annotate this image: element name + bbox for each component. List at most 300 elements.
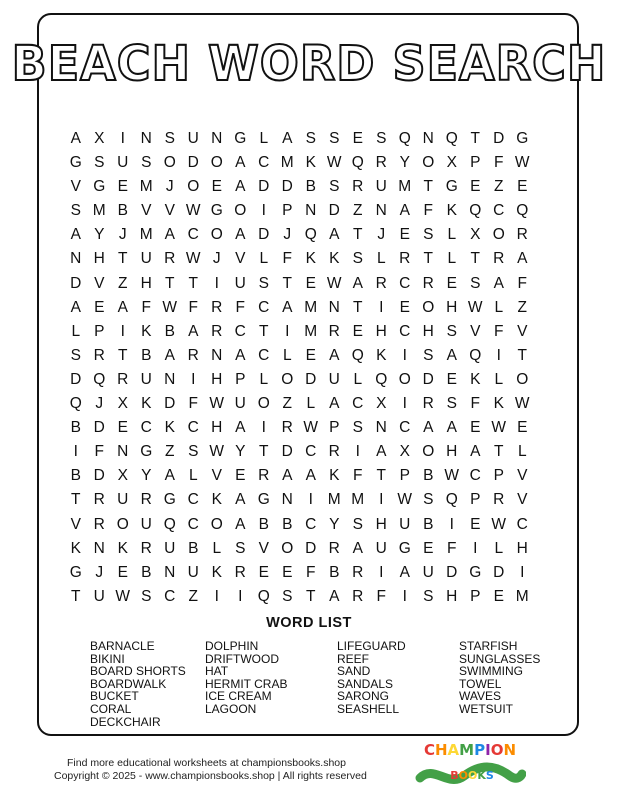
grid-letter[interactable]: M (280, 154, 294, 172)
grid-letter[interactable]: N (211, 346, 223, 364)
grid-letter[interactable]: A (352, 539, 363, 557)
grid-letter[interactable]: K (164, 419, 175, 437)
grid-letter[interactable]: H (516, 539, 528, 557)
grid-letter[interactable]: A (352, 274, 363, 292)
grid-letter[interactable]: R (93, 346, 105, 364)
grid-letter[interactable]: Z (282, 395, 292, 413)
grid-letter[interactable]: C (399, 419, 411, 437)
grid-letter[interactable]: A (470, 443, 481, 461)
grid-letter[interactable]: R (352, 563, 364, 581)
grid-letter[interactable]: G (140, 443, 153, 461)
grid-letter[interactable]: G (210, 202, 223, 220)
grid-letter[interactable]: E (352, 322, 363, 340)
grid-letter[interactable]: H (211, 370, 223, 388)
grid-letter[interactable]: N (93, 539, 105, 557)
grid-letter[interactable]: J (118, 226, 127, 244)
grid-letter[interactable]: W (185, 202, 201, 220)
grid-letter[interactable]: T (282, 274, 292, 292)
grid-letter[interactable]: L (212, 539, 222, 557)
grid-letter[interactable]: X (117, 395, 128, 413)
grid-letter[interactable]: K (211, 563, 222, 581)
grid-letter[interactable]: J (95, 563, 104, 581)
grid-letter[interactable]: E (470, 515, 481, 533)
grid-letter[interactable]: E (305, 274, 316, 292)
grid-letter[interactable]: H (93, 250, 105, 268)
grid-letter[interactable]: I (402, 346, 407, 364)
grid-letter[interactable]: A (235, 419, 246, 437)
grid-letter[interactable]: M (304, 322, 318, 340)
grid-letter[interactable]: L (71, 322, 81, 340)
grid-letter[interactable]: W (397, 491, 413, 509)
grid-letter[interactable]: M (398, 178, 412, 196)
grid-letter[interactable]: Q (469, 202, 482, 220)
grid-letter[interactable]: S (141, 154, 152, 172)
grid-letter[interactable]: O (422, 154, 435, 172)
grid-letter[interactable]: H (446, 587, 458, 605)
grid-letter[interactable]: W (514, 395, 530, 413)
grid-letter[interactable]: A (70, 130, 81, 147)
grid-letter[interactable]: S (70, 202, 81, 220)
grid-letter[interactable]: H (375, 322, 387, 340)
grid-letter[interactable]: D (93, 467, 105, 485)
grid-letter[interactable]: X (470, 226, 481, 244)
grid-letter[interactable]: S (376, 130, 387, 147)
grid-letter[interactable]: C (187, 515, 199, 533)
grid-letter[interactable]: K (305, 250, 316, 268)
grid-letter[interactable]: A (235, 346, 246, 364)
grid-letter[interactable]: A (329, 226, 340, 244)
grid-letter[interactable]: Q (257, 587, 270, 605)
grid-letter[interactable]: L (306, 395, 316, 413)
grid-letter[interactable]: B (329, 563, 340, 581)
grid-letter[interactable]: Z (353, 202, 363, 220)
grid-letter[interactable]: A (235, 226, 246, 244)
grid-letter[interactable]: O (398, 370, 411, 388)
grid-letter[interactable]: N (305, 202, 317, 220)
grid-letter[interactable]: K (446, 202, 457, 220)
grid-letter[interactable]: D (164, 395, 176, 413)
grid-letter[interactable]: C (164, 587, 176, 605)
grid-letter[interactable]: L (259, 370, 269, 388)
grid-letter[interactable]: F (470, 395, 480, 413)
grid-letter[interactable]: T (118, 250, 128, 268)
grid-letter[interactable]: I (496, 346, 501, 364)
grid-letter[interactable]: E (211, 178, 222, 196)
grid-letter[interactable]: C (305, 515, 317, 533)
grid-letter[interactable]: A (188, 322, 199, 340)
grid-letter[interactable]: N (164, 370, 176, 388)
grid-letter[interactable]: L (447, 226, 457, 244)
grid-letter[interactable]: R (328, 443, 340, 461)
grid-letter[interactable]: R (93, 491, 105, 509)
grid-letter[interactable]: I (73, 443, 78, 461)
grid-letter[interactable]: X (399, 443, 410, 461)
grid-letter[interactable]: K (211, 491, 222, 509)
grid-letter[interactable]: U (234, 395, 246, 413)
grid-letter[interactable]: T (71, 587, 81, 605)
grid-letter[interactable]: S (423, 587, 434, 605)
grid-letter[interactable]: F (188, 298, 198, 316)
grid-letter[interactable]: W (115, 587, 131, 605)
grid-letter[interactable]: C (305, 443, 317, 461)
grid-letter[interactable]: R (211, 322, 223, 340)
grid-letter[interactable]: C (352, 395, 364, 413)
grid-letter[interactable]: K (470, 370, 481, 388)
grid-letter[interactable]: U (375, 178, 387, 196)
grid-letter[interactable]: S (352, 419, 363, 437)
grid-letter[interactable]: O (422, 298, 435, 316)
grid-letter[interactable]: C (258, 346, 270, 364)
grid-letter[interactable]: G (69, 563, 82, 581)
grid-letter[interactable]: R (140, 539, 152, 557)
grid-letter[interactable]: E (517, 178, 528, 196)
grid-letter[interactable]: O (422, 443, 435, 461)
grid-letter[interactable]: T (494, 443, 504, 461)
grid-letter[interactable]: T (353, 226, 363, 244)
grid-letter[interactable]: U (187, 130, 199, 147)
grid-letter[interactable]: D (70, 274, 82, 292)
grid-letter[interactable]: A (376, 443, 387, 461)
grid-letter[interactable]: V (517, 467, 528, 485)
grid-letter[interactable]: I (214, 274, 219, 292)
grid-letter[interactable]: C (399, 274, 411, 292)
grid-letter[interactable]: M (92, 202, 106, 220)
grid-letter[interactable]: M (139, 226, 153, 244)
grid-letter[interactable]: S (70, 346, 81, 364)
grid-letter[interactable]: F (494, 322, 504, 340)
grid-letter[interactable]: L (188, 467, 198, 485)
grid-letter[interactable]: R (516, 226, 528, 244)
grid-letter[interactable]: R (117, 370, 129, 388)
grid-letter[interactable]: R (493, 250, 505, 268)
grid-letter[interactable]: C (516, 515, 528, 533)
grid-letter[interactable]: V (517, 322, 528, 340)
grid-letter[interactable]: N (140, 130, 152, 147)
grid-letter[interactable]: B (282, 515, 293, 533)
grid-letter[interactable]: S (258, 274, 269, 292)
grid-letter[interactable]: U (140, 250, 152, 268)
grid-letter[interactable]: N (117, 443, 129, 461)
grid-letter[interactable]: Z (165, 443, 175, 461)
grid-letter[interactable]: O (257, 395, 270, 413)
grid-letter[interactable]: U (234, 274, 246, 292)
grid-letter[interactable]: Q (445, 130, 458, 147)
grid-letter[interactable]: F (235, 298, 245, 316)
grid-letter[interactable]: O (187, 178, 200, 196)
grid-letter[interactable]: Q (398, 130, 411, 147)
grid-letter[interactable]: D (281, 178, 293, 196)
grid-letter[interactable]: W (467, 298, 483, 316)
grid-letter[interactable]: O (163, 154, 176, 172)
grid-letter[interactable]: W (303, 419, 319, 437)
grid-letter[interactable]: F (517, 274, 527, 292)
grid-letter[interactable]: S (188, 443, 199, 461)
grid-letter[interactable]: E (493, 587, 504, 605)
grid-letter[interactable]: W (326, 274, 342, 292)
grid-letter[interactable]: I (308, 491, 313, 509)
grid-letter[interactable]: A (399, 563, 410, 581)
grid-letter[interactable]: H (422, 322, 434, 340)
grid-letter[interactable]: C (187, 491, 199, 509)
grid-letter[interactable]: E (94, 298, 105, 316)
grid-letter[interactable]: S (470, 274, 481, 292)
grid-letter[interactable]: P (470, 587, 481, 605)
grid-letter[interactable]: A (517, 250, 528, 268)
grid-letter[interactable]: A (164, 346, 175, 364)
grid-letter[interactable]: R (164, 250, 176, 268)
grid-letter[interactable]: N (281, 491, 293, 509)
grid-letter[interactable]: P (235, 370, 246, 388)
grid-letter[interactable]: Z (188, 587, 198, 605)
grid-letter[interactable]: G (234, 130, 247, 147)
grid-letter[interactable]: A (329, 395, 340, 413)
grid-letter[interactable]: A (164, 226, 175, 244)
grid-letter[interactable]: A (282, 298, 293, 316)
grid-letter[interactable]: W (444, 467, 460, 485)
grid-letter[interactable]: M (327, 491, 341, 509)
grid-letter[interactable]: T (259, 322, 269, 340)
grid-letter[interactable]: I (449, 515, 454, 533)
grid-letter[interactable]: A (282, 467, 293, 485)
grid-letter[interactable]: W (326, 154, 342, 172)
grid-letter[interactable]: V (258, 539, 269, 557)
grid-letter[interactable]: R (93, 515, 105, 533)
grid-letter[interactable]: C (140, 419, 152, 437)
grid-letter[interactable]: U (328, 370, 340, 388)
grid-letter[interactable]: C (258, 154, 270, 172)
grid-letter[interactable]: W (162, 298, 178, 316)
grid-letter[interactable]: P (470, 154, 481, 172)
grid-letter[interactable]: K (329, 467, 340, 485)
grid-letter[interactable]: F (141, 298, 151, 316)
grid-letter[interactable]: T (376, 467, 386, 485)
grid-letter[interactable]: X (94, 130, 105, 147)
grid-letter[interactable]: D (305, 539, 317, 557)
grid-letter[interactable]: C (258, 298, 270, 316)
grid-letter[interactable]: V (70, 515, 81, 533)
grid-letter[interactable]: E (446, 370, 457, 388)
grid-letter[interactable]: S (164, 130, 175, 147)
grid-letter[interactable]: C (493, 202, 505, 220)
grid-letter[interactable]: U (140, 515, 152, 533)
grid-letter[interactable]: A (399, 202, 410, 220)
grid-letter[interactable]: D (305, 370, 317, 388)
grid-letter[interactable]: B (164, 322, 175, 340)
grid-letter[interactable]: D (328, 202, 340, 220)
grid-letter[interactable]: R (328, 539, 340, 557)
grid-letter[interactable]: U (422, 563, 434, 581)
grid-letter[interactable]: I (402, 395, 407, 413)
grid-letter[interactable]: L (282, 346, 292, 364)
grid-letter[interactable]: T (71, 491, 81, 509)
grid-letter[interactable]: L (517, 443, 527, 461)
grid-letter[interactable]: V (70, 178, 81, 196)
grid-letter[interactable]: P (470, 491, 481, 509)
grid-letter[interactable]: O (516, 370, 529, 388)
grid-letter[interactable]: C (234, 322, 246, 340)
grid-letter[interactable]: Z (517, 298, 527, 316)
grid-letter[interactable]: A (70, 226, 81, 244)
grid-letter[interactable]: R (281, 419, 293, 437)
grid-letter[interactable]: G (445, 178, 458, 196)
grid-letter[interactable]: C (187, 226, 199, 244)
grid-letter[interactable]: J (95, 395, 104, 413)
grid-letter[interactable]: L (494, 298, 504, 316)
grid-letter[interactable]: P (329, 419, 340, 437)
grid-letter[interactable]: M (139, 178, 153, 196)
grid-letter[interactable]: W (491, 419, 507, 437)
grid-letter[interactable]: K (141, 322, 152, 340)
grid-letter[interactable]: S (282, 587, 293, 605)
grid-letter[interactable]: A (329, 346, 340, 364)
grid-letter[interactable]: A (446, 419, 457, 437)
grid-letter[interactable]: O (281, 370, 294, 388)
grid-letter[interactable]: H (446, 298, 458, 316)
grid-letter[interactable]: A (282, 130, 293, 147)
grid-letter[interactable]: F (494, 154, 504, 172)
grid-letter[interactable]: B (117, 202, 128, 220)
grid-letter[interactable]: I (238, 587, 243, 605)
grid-letter[interactable]: O (210, 154, 223, 172)
grid-letter[interactable]: I (285, 322, 290, 340)
grid-letter[interactable]: M (351, 491, 365, 509)
grid-letter[interactable]: L (353, 370, 363, 388)
grid-letter[interactable]: B (258, 515, 269, 533)
grid-letter[interactable]: Y (329, 515, 340, 533)
grid-letter[interactable]: T (306, 587, 316, 605)
grid-letter[interactable]: R (352, 178, 364, 196)
grid-letter[interactable]: F (376, 587, 386, 605)
grid-letter[interactable]: R (375, 154, 387, 172)
grid-letter[interactable]: H (140, 274, 152, 292)
grid-letter[interactable]: R (187, 346, 199, 364)
grid-letter[interactable]: F (94, 443, 104, 461)
grid-letter[interactable]: R (422, 395, 434, 413)
grid-letter[interactable]: E (117, 419, 128, 437)
grid-letter[interactable]: D (187, 154, 199, 172)
grid-letter[interactable]: P (399, 467, 410, 485)
grid-letter[interactable]: N (164, 563, 176, 581)
grid-letter[interactable]: F (447, 539, 457, 557)
grid-letter[interactable]: E (117, 178, 128, 196)
grid-letter[interactable]: I (520, 563, 525, 581)
grid-letter[interactable]: D (446, 563, 458, 581)
grid-letter[interactable]: L (447, 250, 457, 268)
grid-letter[interactable]: U (375, 539, 387, 557)
grid-letter[interactable]: K (70, 539, 81, 557)
grid-letter[interactable]: U (93, 587, 105, 605)
grid-letter[interactable]: U (187, 563, 199, 581)
grid-letter[interactable]: U (117, 491, 129, 509)
grid-letter[interactable]: J (165, 178, 174, 196)
grid-letter[interactable]: I (379, 298, 384, 316)
grid-letter[interactable]: D (493, 563, 505, 581)
grid-letter[interactable]: S (305, 130, 316, 147)
grid-letter[interactable]: T (353, 298, 363, 316)
grid-letter[interactable]: Q (93, 370, 106, 388)
grid-letter[interactable]: F (353, 467, 363, 485)
grid-letter[interactable]: E (352, 130, 363, 147)
grid-letter[interactable]: H (211, 419, 223, 437)
grid-letter[interactable]: D (493, 130, 505, 147)
grid-letter[interactable]: E (470, 178, 481, 196)
grid-letter[interactable]: A (235, 154, 246, 172)
grid-letter[interactable]: Q (351, 346, 364, 364)
grid-letter[interactable]: Q (375, 370, 388, 388)
grid-letter[interactable]: V (470, 322, 481, 340)
grid-letter[interactable]: F (188, 395, 198, 413)
grid-letter[interactable]: E (305, 346, 316, 364)
grid-letter[interactable]: E (470, 419, 481, 437)
grid-letter[interactable]: S (423, 346, 434, 364)
grid-letter[interactable]: K (305, 154, 316, 172)
grid-letter[interactable]: V (517, 491, 528, 509)
grid-letter[interactable]: A (164, 467, 175, 485)
grid-letter[interactable]: Y (141, 467, 152, 485)
grid-letter[interactable]: I (120, 322, 125, 340)
grid-letter[interactable]: A (329, 587, 340, 605)
grid-letter[interactable]: Q (351, 154, 364, 172)
grid-letter[interactable]: G (163, 491, 176, 509)
grid-letter[interactable]: C (469, 467, 481, 485)
grid-letter[interactable]: S (423, 226, 434, 244)
grid-letter[interactable]: R (493, 491, 505, 509)
grid-letter[interactable]: N (70, 250, 82, 268)
grid-letter[interactable]: R (422, 274, 434, 292)
grid-letter[interactable]: G (398, 539, 411, 557)
grid-letter[interactable]: Q (69, 395, 82, 413)
grid-letter[interactable]: E (446, 274, 457, 292)
grid-letter[interactable]: G (69, 154, 82, 172)
grid-letter[interactable]: R (140, 491, 152, 509)
grid-letter[interactable]: D (70, 370, 82, 388)
grid-letter[interactable]: S (94, 154, 105, 172)
grid-letter[interactable]: F (282, 250, 292, 268)
grid-letter[interactable]: S (352, 515, 363, 533)
grid-letter[interactable]: L (259, 130, 269, 147)
grid-letter[interactable]: I (355, 443, 360, 461)
grid-letter[interactable]: U (399, 515, 411, 533)
grid-letter[interactable]: J (212, 250, 221, 268)
grid-letter[interactable]: S (329, 130, 340, 147)
grid-letter[interactable]: X (376, 395, 387, 413)
grid-letter[interactable]: N (375, 202, 387, 220)
grid-letter[interactable]: A (235, 515, 246, 533)
grid-letter[interactable]: A (235, 178, 246, 196)
grid-letter[interactable]: P (94, 322, 105, 340)
grid-letter[interactable]: C (399, 322, 411, 340)
grid-letter[interactable]: E (399, 298, 410, 316)
grid-letter[interactable]: I (379, 491, 384, 509)
grid-letter[interactable]: R (399, 250, 411, 268)
grid-letter[interactable]: Y (94, 226, 105, 244)
grid-letter[interactable]: I (261, 419, 266, 437)
grid-letter[interactable]: Q (163, 515, 176, 533)
grid-letter[interactable]: F (423, 202, 433, 220)
grid-letter[interactable]: I (473, 539, 478, 557)
grid-letter[interactable]: I (402, 587, 407, 605)
grid-letter[interactable]: A (305, 467, 316, 485)
grid-letter[interactable]: L (259, 250, 269, 268)
grid-letter[interactable]: K (493, 395, 504, 413)
grid-letter[interactable]: B (423, 515, 434, 533)
grid-letter[interactable]: R (352, 587, 364, 605)
grid-letter[interactable]: P (493, 467, 504, 485)
grid-letter[interactable]: D (93, 419, 105, 437)
grid-letter[interactable]: W (185, 250, 201, 268)
grid-letter[interactable]: R (234, 563, 246, 581)
grid-letter[interactable]: R (258, 467, 270, 485)
